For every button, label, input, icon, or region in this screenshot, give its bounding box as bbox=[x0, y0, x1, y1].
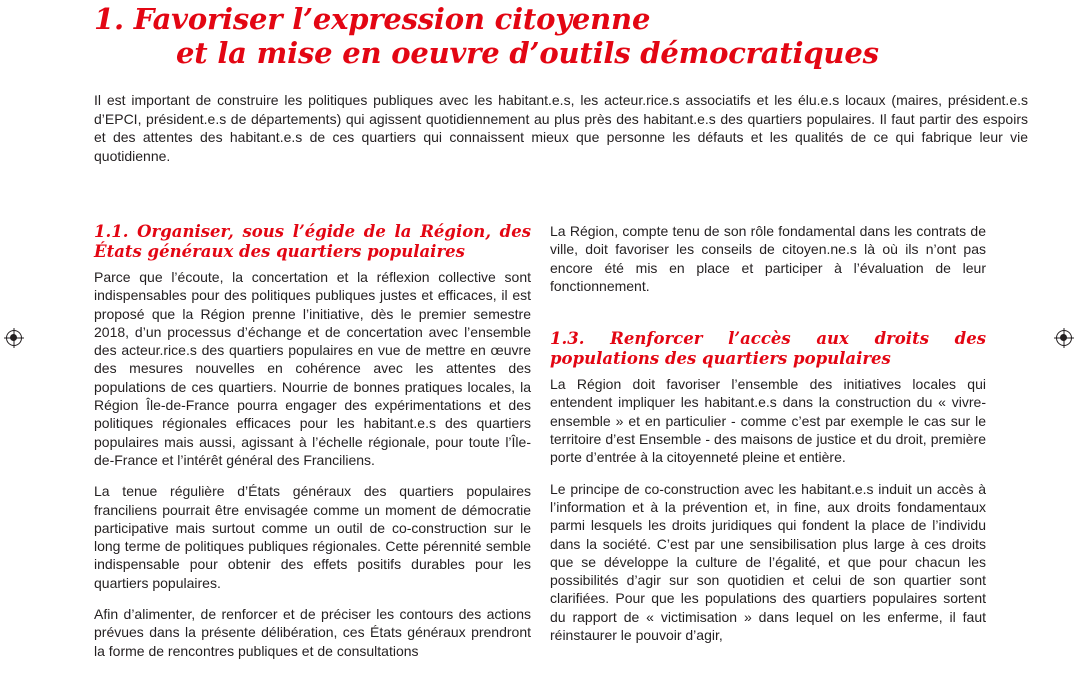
page-title-line-2: et la mise en oeuvre d’outils démocratiques bbox=[176, 36, 879, 70]
page-title-line-1: 1. Favoriser l’expression citoyenne bbox=[94, 2, 651, 36]
section-1-1-heading: 1.1. Organiser, sous l’égide de la Région, des États généraux des quartiers populaires bbox=[94, 222, 531, 261]
section-1-3-paragraph-2: Le principe de co-construction avec les habitant.e.s induit un accès à l’information et à la prévention et, in fine, aux droits fondamentaux parmi lesquels les droits juridiques qui fondent la place de l’individu dans la société. C’est par une sensibilisation plus large à ces droits que se développe la culture de l’égalité, et que pour chacun les possibilités d’agir sur son quotidien et celui de son quartier sont clarifiées. Pour que les populations des quartiers populaires sortent du rapport de « victimisation » dans lequel on les enferme, il faut réinstaurer le pouvoir d’agir, bbox=[550, 480, 986, 644]
section-1-3-heading: 1.3. Renforcer l’accès aux droits des populations des quartiers populaires bbox=[550, 329, 986, 369]
right-column bbox=[550, 222, 986, 657]
registration-mark-icon bbox=[6, 330, 22, 346]
section-1-1-paragraph-3: Afin d’alimenter, de renforcer et de préciser les contours des actions prévues dans la présente délibération, ces États généraux prendront la forme de rencontres publiques et de consultations bbox=[94, 606, 531, 659]
page-title bbox=[94, 2, 879, 70]
section-1-3-paragraph-1: La Région doit favoriser l’ensemble des initiatives locales qui entendent impliquer les habitant.e.s dans la construction du « vivre-ensemble » et en particulier - comme c’est par exemple le cas sur le territoire d’est Ensemble - des maisons de justice et du droit, première porte d’entrée à la citoyenneté pleine et entière. bbox=[550, 376, 986, 466]
registration-mark-icon bbox=[1056, 330, 1072, 346]
section-1-2-paragraph: La Région, compte tenu de son rôle fondamental dans les contrats de ville, doit favoriser les conseils de citoyen.ne.s là où ils n’ont pas encore été mis en place et participer à l’évaluation de leur fonctionnement. bbox=[550, 223, 986, 294]
section-1-1-paragraph-2: La tenue régulière d’États généraux des quartiers populaires franciliens pourrait être envisagée comme un moment de démocratie participative mais surtout comme un outil de co-construction sur le long terme de politiques publiques régionales. Cette pérennité semble indispensable pour obtenir des effets positifs durables pour les quartiers populaires. bbox=[94, 483, 531, 591]
intro-paragraph: Il est important de construire les politiques publiques avec les habitant.e.s, les acteur.rice.s associatifs et les élu.e.s locaux (maires, président.e.s d’EPCI, président.e.s de départements) qui agissent quotidiennement au plus près des habitant.e.s des quartiers populaires. Il faut partir des espoirs et des attentes des habitant.e.s de ces quartiers qui connaissent mieux que personne les défauts et les qualités de ce qui fabrique leur vie quotidienne. bbox=[94, 92, 1028, 164]
left-column bbox=[94, 222, 531, 673]
section-1-1-paragraph-1: Parce que l’écoute, la concertation et la réflexion collective sont indispensables pour des politiques publiques justes et efficaces, il est proposé que la Région prenne l’initiative, dès le premier semestre 2018, d’un processus d’échange et de concertation avec l’ensemble des acteur.rice.s des quartiers populaires en vue de mettre en œuvre des mesures nouvelles en cohérence avec les attentes des populations de ces quartiers. Nourrie de bonnes pratiques locales, la Région Île-de-France pourra engager des expérimentations et des politiques régionales efficaces pour les habitant.e.s des quartiers populaires mais aussi, agissant à l’échelle régionale, pour toute l’Île-de-France et l’intérêt général des Franciliens. bbox=[94, 269, 531, 468]
